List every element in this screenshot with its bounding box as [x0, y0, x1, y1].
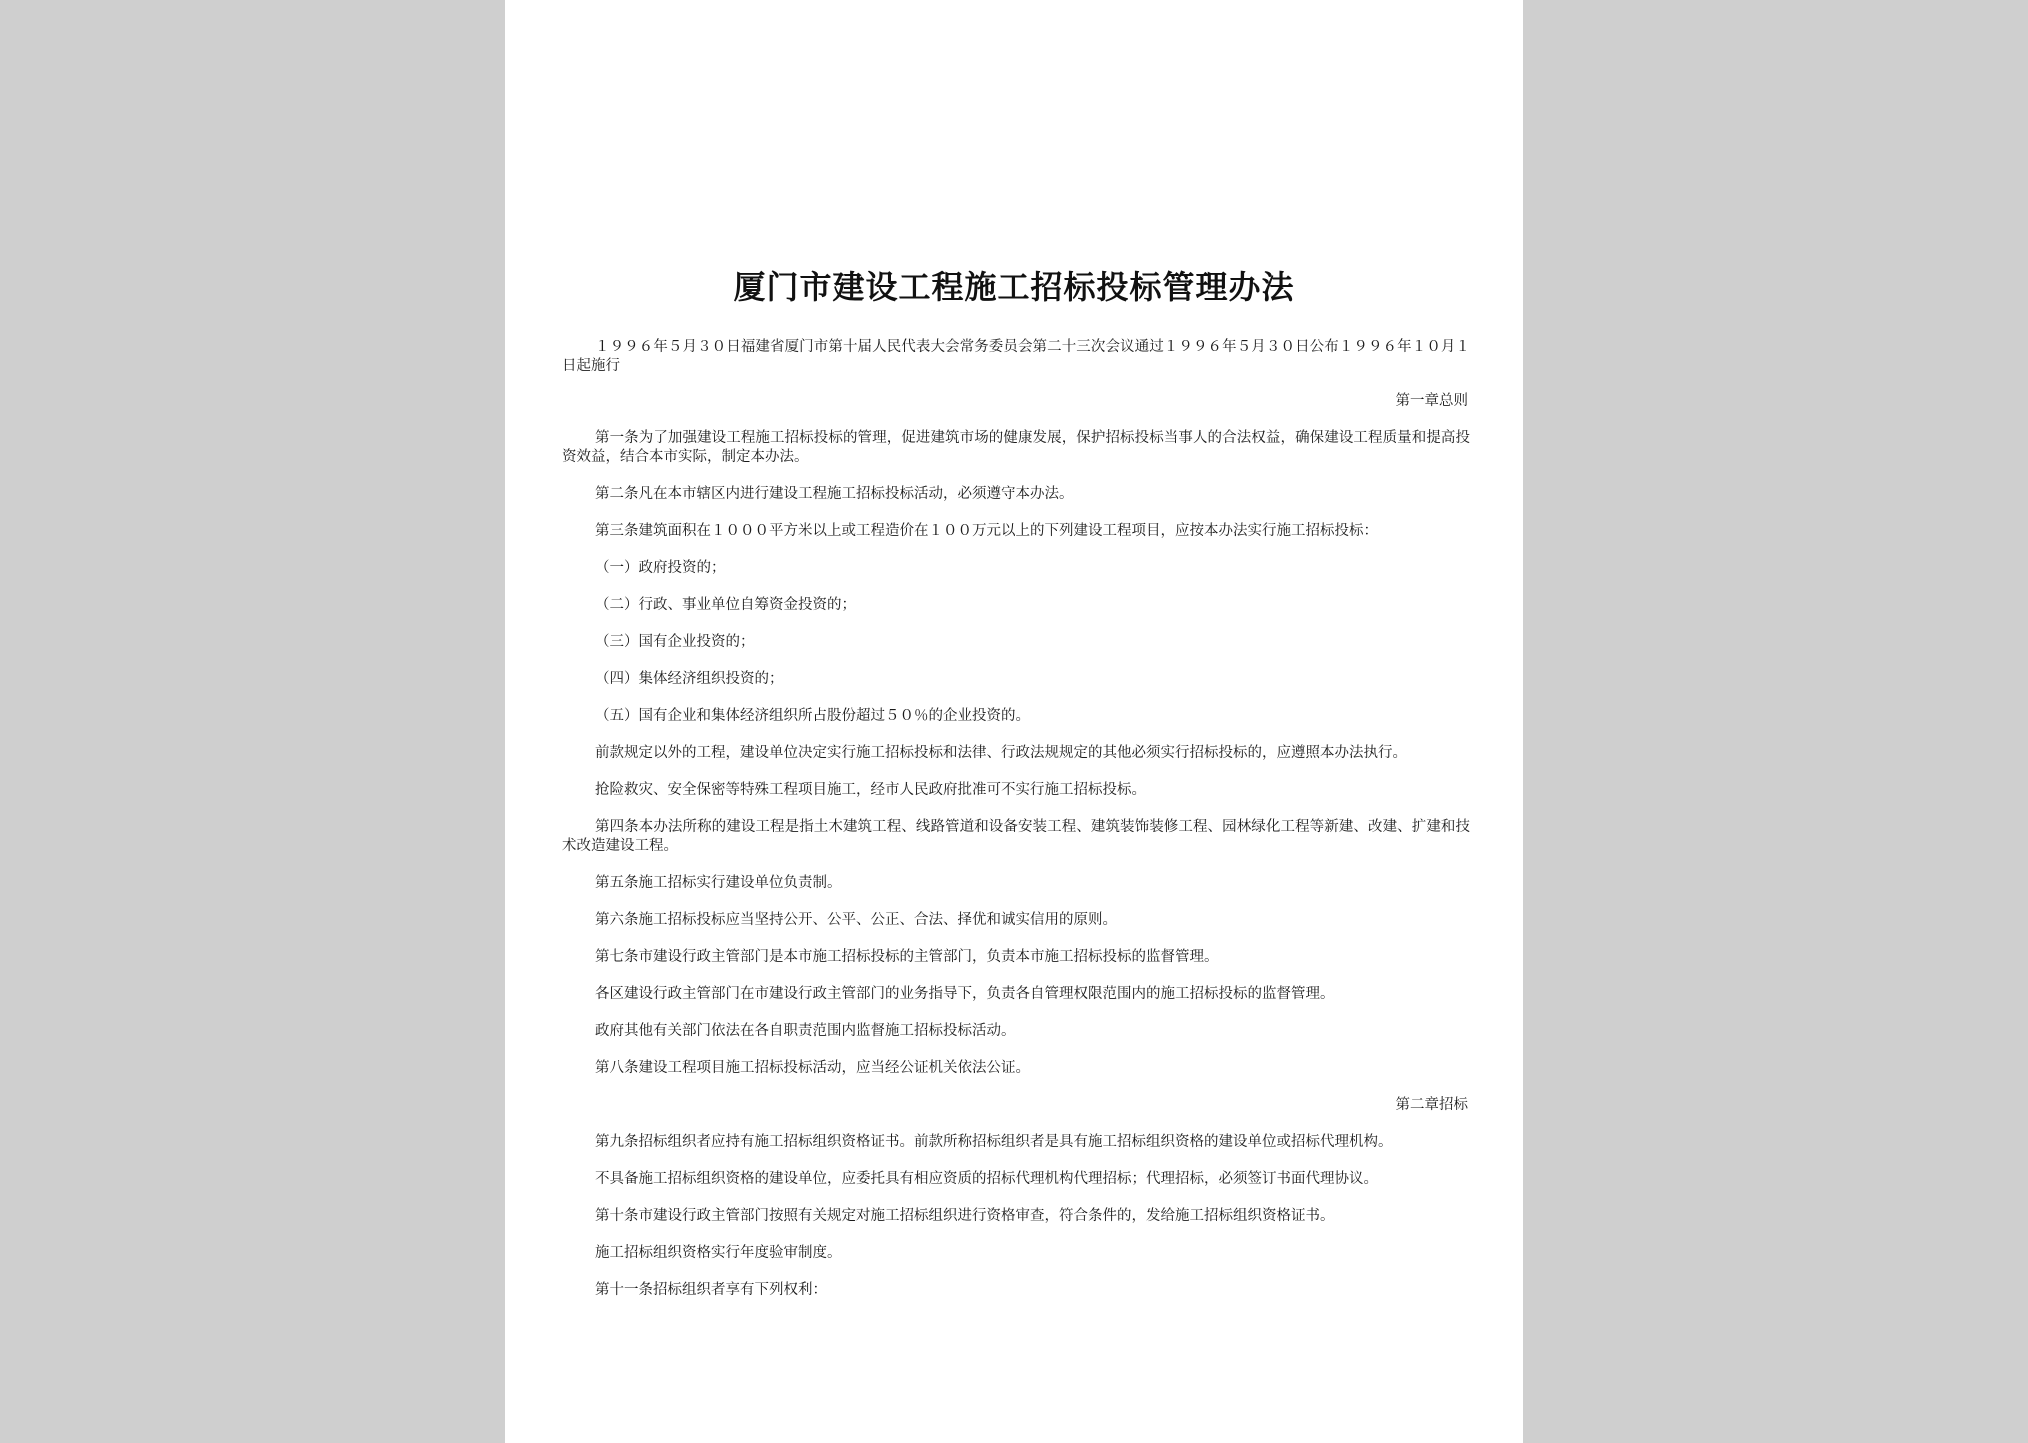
paragraph: 第三条建筑面积在１０００平方米以上或工程造价在１００万元以上的下列建设工程项目，应按本办法实行施工招标投标： — [595, 523, 1378, 539]
list-item: （五）国有企业和集体经济组织所占股份超过５０％的企业投资的。 — [595, 708, 1030, 724]
paragraph: 各区建设行政主管部门在市建设行政主管部门的业务指导下，负责各自管理权限范围内的施工招标投标的监督管理。 — [595, 986, 1335, 1002]
paragraph: 第二条凡在本市辖区内进行建设工程施工招标投标活动，必须遵守本办法。 — [595, 486, 1074, 502]
chapter-heading-2: 第二章招标 — [1395, 1097, 1468, 1113]
paragraph: 第九条招标组织者应持有施工招标组织资格证书。前款所称招标组织者是具有施工招标组织资格的建设单位或招标代理机构。 — [595, 1134, 1393, 1150]
paragraph: 第四条本办法所称的建设工程是指土木建筑工程、线路管道和设备安装工程、建筑装饰装修工程、园林绿化工程等新建、改建、扩建和技术改造建设工程。 — [562, 819, 1470, 854]
paragraph: 不具备施工招标组织资格的建设单位，应委托具有相应资质的招标代理机构代理招标；代理招标，必须签订书面代理协议。 — [595, 1171, 1378, 1187]
paragraph: 政府其他有关部门依法在各自职责范围内监督施工招标投标活动。 — [595, 1023, 1016, 1039]
paragraph: 前款规定以外的工程，建设单位决定实行施工招标投标和法律、行政法规规定的其他必须实行招标投标的，应遵照本办法执行。 — [595, 745, 1407, 761]
list-item: （三）国有企业投资的； — [595, 634, 755, 650]
paragraph: 第五条施工招标实行建设单位负责制。 — [595, 875, 842, 891]
document-title: 厦门市建设工程施工招标投标管理办法 — [733, 268, 1295, 306]
list-item: （一）政府投资的； — [595, 560, 726, 576]
paragraph: 第十一条招标组织者享有下列权利： — [595, 1282, 827, 1298]
paragraph: 施工招标组织资格实行年度验审制度。 — [595, 1245, 842, 1261]
paragraph: 第六条施工招标投标应当坚持公开、公平、公正、合法、择优和诚实信用的原则。 — [595, 912, 1117, 928]
list-item: （四）集体经济组织投资的； — [595, 671, 784, 687]
paragraph: 第一条为了加强建设工程施工招标投标的管理，促进建筑市场的健康发展，保护招标投标当事人的合法权益，确保建设工程质量和提高投资效益，结合本市实际，制定本办法。 — [562, 430, 1470, 465]
preamble: １９９６年５月３０日福建省厦门市第十届人民代表大会常务委员会第二十三次会议通过１９９６年５月３０日公布１９９６年１０月１日起施行 — [562, 339, 1470, 374]
paragraph: 第七条市建设行政主管部门是本市施工招标投标的主管部门，负责本市施工招标投标的监督管理。 — [595, 949, 1219, 965]
document-page — [505, 0, 1523, 1443]
document-body — [562, 338, 1470, 1318]
list-item: （二）行政、事业单位自筹资金投资的； — [595, 597, 856, 613]
paragraph: 第十条市建设行政主管部门按照有关规定对施工招标组织进行资格审查，符合条件的，发给施工招标组织资格证书。 — [595, 1208, 1335, 1224]
paragraph: 抢险救灾、安全保密等特殊工程项目施工，经市人民政府批准可不实行施工招标投标。 — [595, 782, 1146, 798]
chapter-heading-1: 第一章总则 — [1395, 393, 1468, 409]
paragraph: 第八条建设工程项目施工招标投标活动，应当经公证机关依法公证。 — [595, 1060, 1030, 1076]
